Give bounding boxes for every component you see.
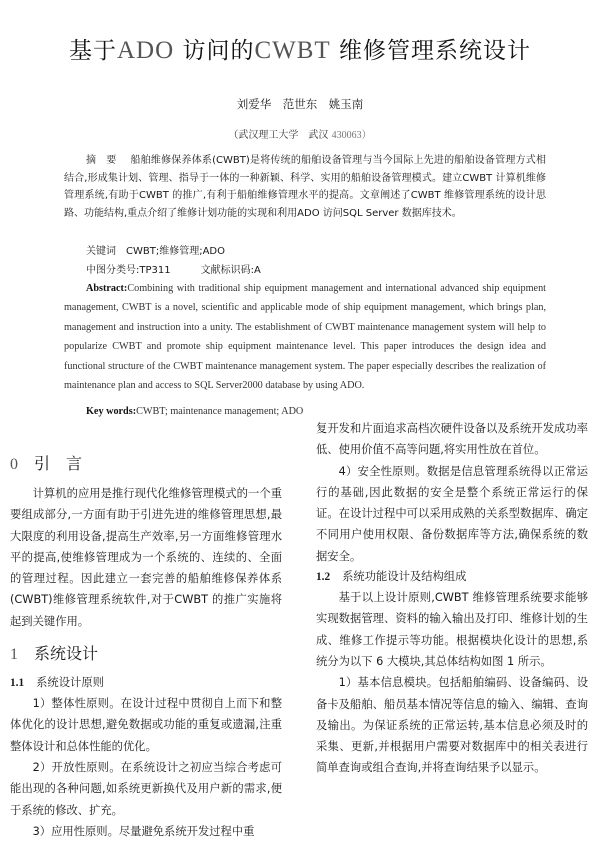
column-right xyxy=(316,418,588,779)
abstract-en-text: Combining with traditional ship equipment management and international advanced ship equipment management, CWBT is a novel, scientific and applicable mode of ship equipment management, which brings plan, management and instruction into a unity. The establishment of CWBT maintenance management system will help to popularize CWBT and promote ship equipment maintenance level. This paper introduces the design idea and functional structure of the CWBT maintenance management system. The paper especially describes the realization of maintenance plan and access to SQL Server2000 database by using ADO. xyxy=(64,283,546,392)
subsection-heading-1-1: 1.1 系统设计原则 xyxy=(10,676,104,690)
paragraph: 3）应用性原则。尽量避免系统开发过程中重 xyxy=(32,824,255,838)
paragraph: 4）安全性原则。数据是信息管理系统得以正常运行的基础,因此数据的安全是整个系统正常运行的保证。在设计过程中可以采用成熟的关系型数据库、确定不同用户使用权限、备份数据库等方法,确保系统的数据安全。 xyxy=(316,464,588,563)
abstract-en-label: Abstract: xyxy=(86,283,128,294)
paragraph: 计算机的应用是推行现代化维修管理模式的一个重要组成部分,一方面有助于引进先进的维修管理思想,最大限度的利用设备,提高生产效率,另一方面维修管理水平的提高,使维修管理成为一个系统的、连续的、全面的管理过程。因此建立一套完善的船舶维修保养体系(CWBT)维修管理系统软件,对于CWBT 的推广实施将起到关键作用。 xyxy=(10,487,282,628)
affiliation: （武汉理工大学 武汉 430063） xyxy=(228,130,372,141)
section-heading-1: 1 系统设计 xyxy=(10,644,99,664)
column-left xyxy=(10,452,282,842)
paragraph: 复开发和片面追求高档次硬件设备以及系统开发成功率低、使用价值不高等问题,将实用性放在首位。 xyxy=(316,422,588,457)
section-heading-0: 0 引 言 xyxy=(10,454,83,473)
keywords-english: Key words:CWBT; maintenance management; ADO xyxy=(86,406,304,417)
abstract-chinese xyxy=(64,152,546,223)
postal-code: 430063） xyxy=(331,130,372,141)
keywords-chinese: 关键词 CWBT;维修管理;ADO xyxy=(86,246,225,257)
doc-code: 文献标识码:A xyxy=(200,265,261,276)
paragraph: 1）整体性原则。在设计过程中贯彻自上而下和整体优化的设计思想,避免数据或功能的重复或遗漏,注重整体设计和总体性能的优化。 xyxy=(10,697,282,753)
subsection-heading-1-2: 1.2 系统功能设计及结构组成 xyxy=(316,570,467,584)
abstract-english xyxy=(64,279,546,395)
paper-title: 基于ADO 访问的CWBT 维修管理系统设计 xyxy=(68,37,531,64)
clc-number: 中图分类号:TP311 xyxy=(86,265,171,276)
classification xyxy=(86,261,261,276)
paragraph: 1）基本信息模块。包括船舶编码、设备编码、设备卡及船舶、船员基本情况等信息的输入、编辑、查询及输出。为保证系统的正常运转,基本信息必须及时的采集、更新,并根据用户需要对数据库中的相关表进行简单查询或组合查询,并将查询结果予以显示。 xyxy=(316,676,588,775)
paragraph: 2）开放性原则。在系统设计之初应当综合考虑可能出现的各种问题,如系统更新换代及用户新的需求,便于系统的修改、扩充。 xyxy=(10,760,282,817)
authors: 刘爱华 范世东 姚玉南 xyxy=(236,97,364,111)
abstract-text: 船舶维修保养体系(CWBT)是将传统的船舶设备管理与当今国际上先进的船舶设备管理方式相结合,形成集计划、管理、指导于一体的一种新颖、科学、实用的船舶设备管理模式。建立CWBT 计算机维修管理系统,有助于CWBT 的推广,有利于船舶维修管理水平的提高。文章阐述了CWBT 维修管理系统的设计思路、功能结构,重点介绍了维修计划功能的实现和利用ADO 访问SQL Server 数据库技术。 xyxy=(64,155,546,220)
abstract-label: 摘要 xyxy=(86,155,127,166)
paragraph: 基于以上设计原则,CWBT 维修管理系统要求能够实现数据管理、资料的输入输出及打印、维修计划的生成、维修工作提示等功能。根据模块化设计的思想,系统分为以下 6 大模块,其总体结构如图 1 所示。 xyxy=(316,591,588,668)
